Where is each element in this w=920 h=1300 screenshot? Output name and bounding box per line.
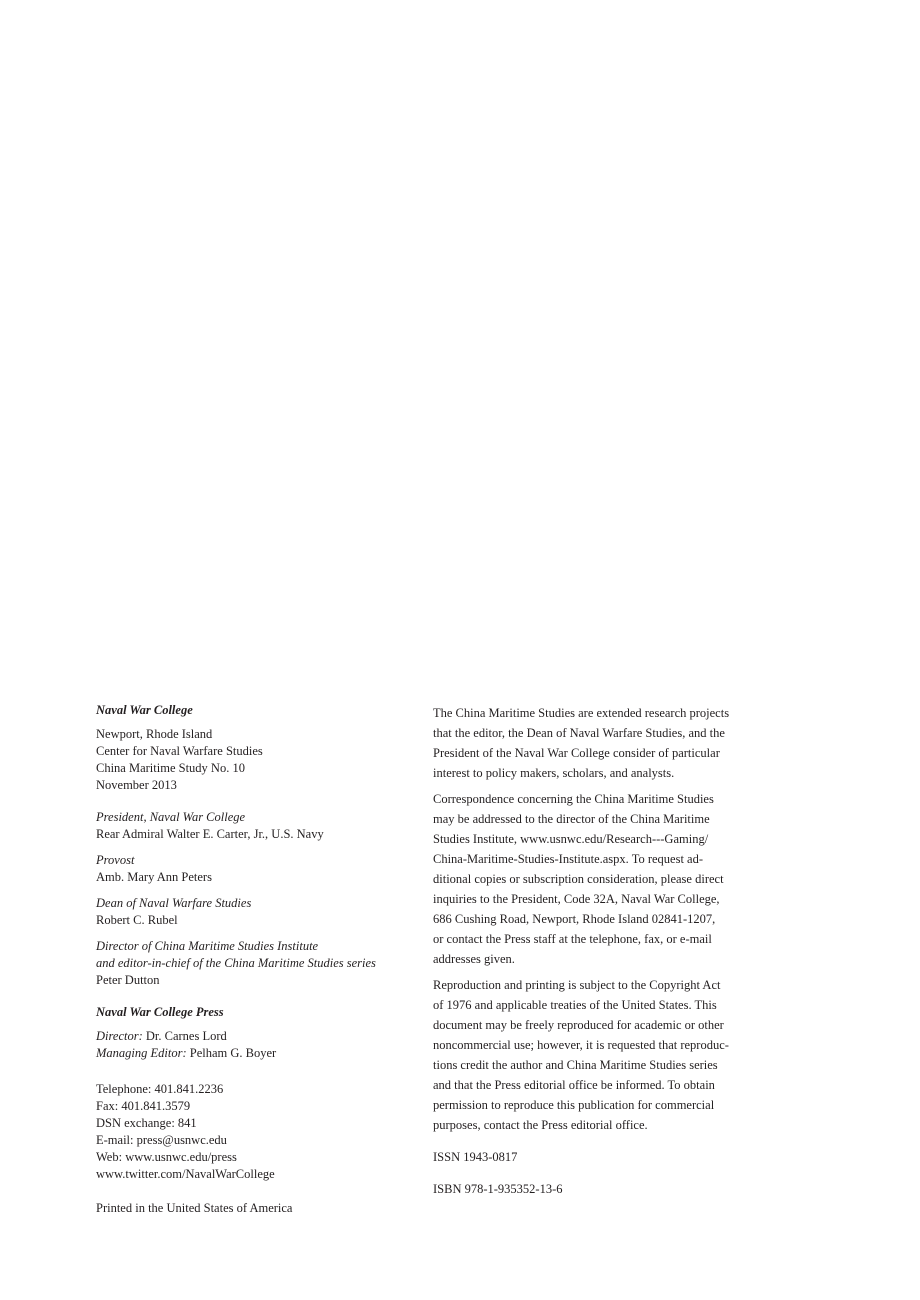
paragraph-line: document may be freely reproduced for academic or other	[433, 1018, 724, 1032]
paragraph-line: Correspondence concerning the China Maritime Studies	[433, 792, 714, 806]
printed-notice: Printed in the United States of America	[96, 1201, 293, 1215]
paragraph-line: President of the Naval War College consider of particular	[433, 746, 720, 760]
address-line: Center for Naval Warfare Studies	[96, 744, 263, 758]
role-title: Provost	[96, 853, 135, 867]
paragraph-line: 686 Cushing Road, Newport, Rhode Island 02841-1207,	[433, 912, 716, 926]
correspondence-paragraph	[433, 789, 778, 969]
paragraph-line: ditional copies or subscription consideration, please direct	[433, 872, 724, 886]
press-heading: Naval War College Press	[96, 1005, 224, 1019]
address-line: Newport, Rhode Island	[96, 727, 213, 741]
address-line: China Maritime Study No. 10	[96, 761, 245, 775]
director-label: Director:	[96, 1029, 143, 1043]
editor-label: Managing Editor:	[96, 1046, 187, 1060]
role-name: Amb. Mary Ann Peters	[96, 870, 212, 884]
paragraph-line: may be addressed to the director of the China Maritime	[433, 812, 710, 826]
description-paragraph	[433, 703, 778, 783]
right-column	[433, 703, 778, 1199]
paragraph-line: Studies Institute, www.usnwc.edu/Research---Gaming/	[433, 832, 709, 846]
left-column	[96, 702, 416, 1217]
contact-email: E-mail: press@usnwc.edu	[96, 1133, 227, 1147]
contact-web: Web: www.usnwc.edu/press	[96, 1150, 237, 1164]
contact-twitter: www.twitter.com/NavalWarCollege	[96, 1167, 275, 1181]
role-name: Rear Admiral Walter E. Carter, Jr., U.S. Navy	[96, 827, 324, 841]
paragraph-line: of 1976 and applicable treaties of the United States. This	[433, 998, 717, 1012]
issn: ISSN 1943-0817	[433, 1150, 518, 1164]
director-name: Dr. Carnes Lord	[142, 1029, 227, 1043]
role-name: Robert C. Rubel	[96, 913, 178, 927]
paragraph-line: The China Maritime Studies are extended research projects	[433, 706, 730, 720]
role-title: Director of China Maritime Studies Institute	[96, 939, 319, 953]
paragraph-line: purposes, contact the Press editorial office.	[433, 1118, 648, 1132]
paragraph-line: that the editor, the Dean of Naval Warfare Studies, and the	[433, 726, 725, 740]
press-director	[96, 1028, 416, 1045]
paragraph-line: addresses given.	[433, 952, 515, 966]
paragraph-line: interest to policy makers, scholars, and analysts.	[433, 766, 675, 780]
copyright-paragraph	[433, 975, 778, 1135]
isbn: ISBN 978-1-935352-13-6	[433, 1182, 563, 1196]
paragraph-line: China-Maritime-Studies-Institute.aspx. To request ad-	[433, 852, 704, 866]
paragraph-line: permission to reproduce this publication for commercial	[433, 1098, 715, 1112]
address-line: November 2013	[96, 778, 177, 792]
role-title: and editor-in-chief of the China Maritime Studies series	[96, 956, 376, 970]
contact-fax: Fax: 401.841.3579	[96, 1099, 191, 1113]
paragraph-line: Reproduction and printing is subject to the Copyright Act	[433, 978, 721, 992]
role-title: Dean of Naval Warfare Studies	[96, 896, 252, 910]
contact-telephone: Telephone: 401.841.2236	[96, 1082, 224, 1096]
role-title: President, Naval War College	[96, 810, 246, 824]
paragraph-line: and that the Press editorial office be informed. To obtain	[433, 1078, 715, 1092]
paragraph-line: or contact the Press staff at the telephone, fax, or e-mail	[433, 932, 712, 946]
press-editor	[96, 1045, 416, 1062]
paragraph-line: noncommercial use; however, it is requested that reproduc-	[433, 1038, 729, 1052]
role-name: Peter Dutton	[96, 973, 160, 987]
institution-heading: Naval War College	[96, 703, 193, 717]
editor-name: Pelham G. Boyer	[186, 1046, 277, 1060]
paragraph-line: inquiries to the President, Code 32A, Naval War College,	[433, 892, 720, 906]
paragraph-line: tions credit the author and China Maritime Studies series	[433, 1058, 718, 1072]
contact-dsn: DSN exchange: 841	[96, 1116, 197, 1130]
